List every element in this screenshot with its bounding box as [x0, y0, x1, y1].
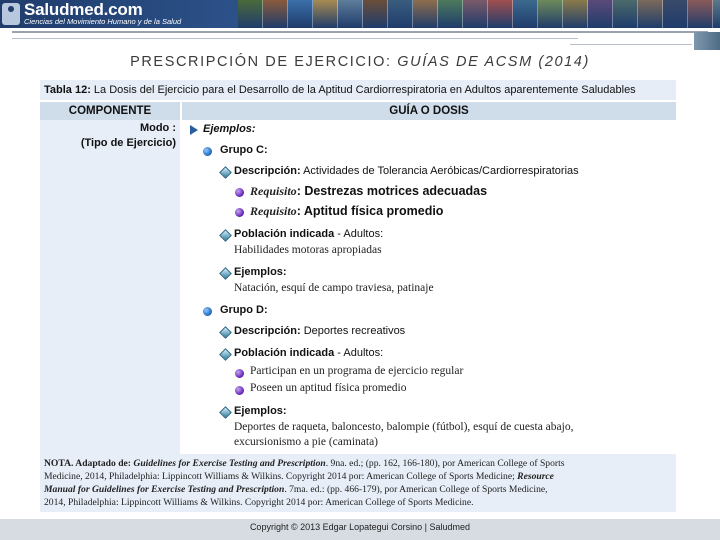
- req2-text: : Aptitud física promedio: [296, 204, 444, 218]
- grupo-d-ejemplos-line-1: Deportes de raqueta, baloncesto, balompie (fútbol), esquí de cuesta abajo,: [234, 421, 574, 433]
- modo-label: Modo :: [139, 122, 176, 134]
- note-title-2b: Manual for Guidelines for Exercise Testing and Prescription: [44, 484, 285, 495]
- grupo-c-pob-text: - Adultos:: [334, 228, 384, 240]
- banner-photo-thumbnail: [363, 0, 388, 28]
- note-text-3: . 7ma. ed.: (pp. 466-179), por American College of Sports Medicine,: [284, 484, 548, 495]
- banner-photo-thumbnail: [713, 0, 720, 28]
- site-logo[interactable]: [2, 1, 237, 27]
- grupo-d-poblacion: [234, 347, 383, 359]
- header-rule: [12, 31, 708, 33]
- grupo-c-pob-detail: Habilidades motoras apropiadas: [234, 244, 382, 256]
- note-text-2: Medicine, 2014, Philadelphia: Lippincott Williams & Wilkins. Copyright 2014 por: American College of Sports Medicine;: [44, 471, 518, 482]
- tipo-label: (Tipo de Ejercicio): [80, 137, 176, 149]
- grupo-c-poblacion: [234, 228, 383, 240]
- slide-title-main: PRESCRIPCIÓN DE EJERCICIO:: [130, 54, 398, 70]
- note-line-4: 2014, Philadelphia: Lippincott Williams & Wilkins. Copyright 2014 por: American College of Sports Medicine.: [44, 497, 474, 508]
- purple-ball-bullet-icon: [235, 188, 244, 197]
- footer-bar: [0, 519, 720, 540]
- banner-photo-thumbnail: [538, 0, 563, 28]
- grupo-c-desc-label: Descripción:: [234, 165, 301, 177]
- banner-photo-thumbnail: [438, 0, 463, 28]
- grupo-c-desc-text: Actividades de Tolerancia Aeróbicas/Cardiorrespiratorias: [300, 165, 579, 177]
- banner-photo-thumbnail: [663, 0, 688, 28]
- note-label: NOTA. Adaptado de:: [44, 458, 134, 469]
- copyright-text: Copyright © 2013 Edgar Lopategui Corsino | Saludmed: [249, 522, 471, 532]
- header-rule-short: [570, 44, 692, 45]
- component-column: [40, 120, 180, 492]
- req1-label: Requisito: [250, 184, 297, 198]
- grupo-c-pob-label: Población indicada: [234, 228, 335, 240]
- table-caption-label: Tabla 12:: [44, 84, 91, 96]
- grupo-d-pob-item-1: Participan en un programa de ejercicio regular: [250, 365, 464, 377]
- runner-icon: [2, 3, 20, 25]
- grupo-d-ejemplos-line-2: excursionismo a pie (caminata): [234, 436, 379, 448]
- banner-photo-thumbnail: [313, 0, 338, 28]
- grupo-d-desc-text: Deportes recreativos: [300, 325, 406, 337]
- grupo-c-requisito-1: [250, 184, 487, 199]
- note-title-1: Guidelines for Exercise Testing and Prescription: [133, 458, 326, 469]
- req1-text: : Destrezas motrices adecuadas: [296, 184, 488, 198]
- table-caption: [40, 80, 676, 100]
- note-text-1: . 9na. ed.; (pp. 162, 166-180), por American College of Sports: [325, 458, 565, 469]
- note-title-2a: Resource: [517, 471, 554, 482]
- logo-text: Saludmed.com: [24, 0, 143, 19]
- purple-ball-bullet-icon: [235, 369, 244, 378]
- site-banner: [0, 0, 720, 28]
- grupo-d-descripcion: [234, 325, 405, 337]
- blue-ball-bullet-icon: [203, 147, 212, 156]
- arrow-bullet-icon: [190, 125, 198, 135]
- purple-ball-bullet-icon: [235, 386, 244, 395]
- note-line-2: [44, 470, 672, 483]
- slide-title: [0, 54, 720, 70]
- banner-photo-thumbnail: [638, 0, 663, 28]
- grupo-c-label: Grupo C:: [220, 144, 268, 156]
- blue-ball-bullet-icon: [203, 307, 212, 316]
- banner-photo-thumbnail: [613, 0, 638, 28]
- grupo-c-descripcion: [234, 165, 579, 177]
- dosage-table: [40, 80, 676, 512]
- banner-photo-thumbnail: [688, 0, 713, 28]
- ejemplos-heading: Ejemplos:: [203, 123, 256, 135]
- header-accent-bar: [694, 32, 720, 50]
- table-note: [40, 454, 676, 512]
- note-line-3: [44, 483, 672, 496]
- grupo-c-ejemplos-label: Ejemplos:: [234, 266, 287, 278]
- column-header-guia: GUÍA O DOSIS: [182, 102, 676, 120]
- grupo-d-pob-label: Población indicada: [234, 347, 335, 359]
- grupo-d-desc-label: Descripción:: [234, 325, 301, 337]
- banner-photo-thumbnail: [463, 0, 488, 28]
- banner-photo-thumbnail: [588, 0, 613, 28]
- grupo-d-ejemplos-label: Ejemplos:: [234, 405, 287, 417]
- banner-photo-thumbnail: [513, 0, 538, 28]
- grupo-c-ejemplos-text: Natación, esquí de campo traviesa, patinaje: [234, 282, 434, 294]
- purple-ball-bullet-icon: [235, 208, 244, 217]
- banner-photo-thumbnail: [388, 0, 413, 28]
- banner-photo-thumbnail: [413, 0, 438, 28]
- banner-photo-strip: [238, 0, 720, 28]
- banner-photo-thumbnail: [488, 0, 513, 28]
- grupo-d-pob-text: - Adultos:: [334, 347, 384, 359]
- grupo-d-pob-item-2: Poseen un aptitud física promedio: [250, 382, 407, 394]
- req2-label: Requisito: [250, 204, 297, 218]
- banner-photo-thumbnail: [238, 0, 263, 28]
- grupo-c-requisito-2: [250, 204, 443, 219]
- header-rule-thin: [12, 38, 578, 39]
- component-modo: [40, 121, 180, 151]
- banner-photo-thumbnail: [263, 0, 288, 28]
- column-header-componente: COMPONENTE: [40, 102, 180, 120]
- banner-photo-thumbnail: [338, 0, 363, 28]
- table-caption-text: La Dosis del Ejercicio para el Desarrollo de la Aptitud Cardiorrespiratoria en Adultos aparentemente Saludables: [90, 84, 636, 96]
- slide-title-sub: GUÍAS DE ACSM (2014): [397, 54, 590, 70]
- banner-photo-thumbnail: [563, 0, 588, 28]
- note-line-1: [44, 457, 672, 470]
- banner-photo-thumbnail: [288, 0, 313, 28]
- grupo-d-label: Grupo D:: [220, 304, 268, 316]
- logo-tagline: Ciencias del Movimiento Humano y de la Salud: [24, 17, 182, 26]
